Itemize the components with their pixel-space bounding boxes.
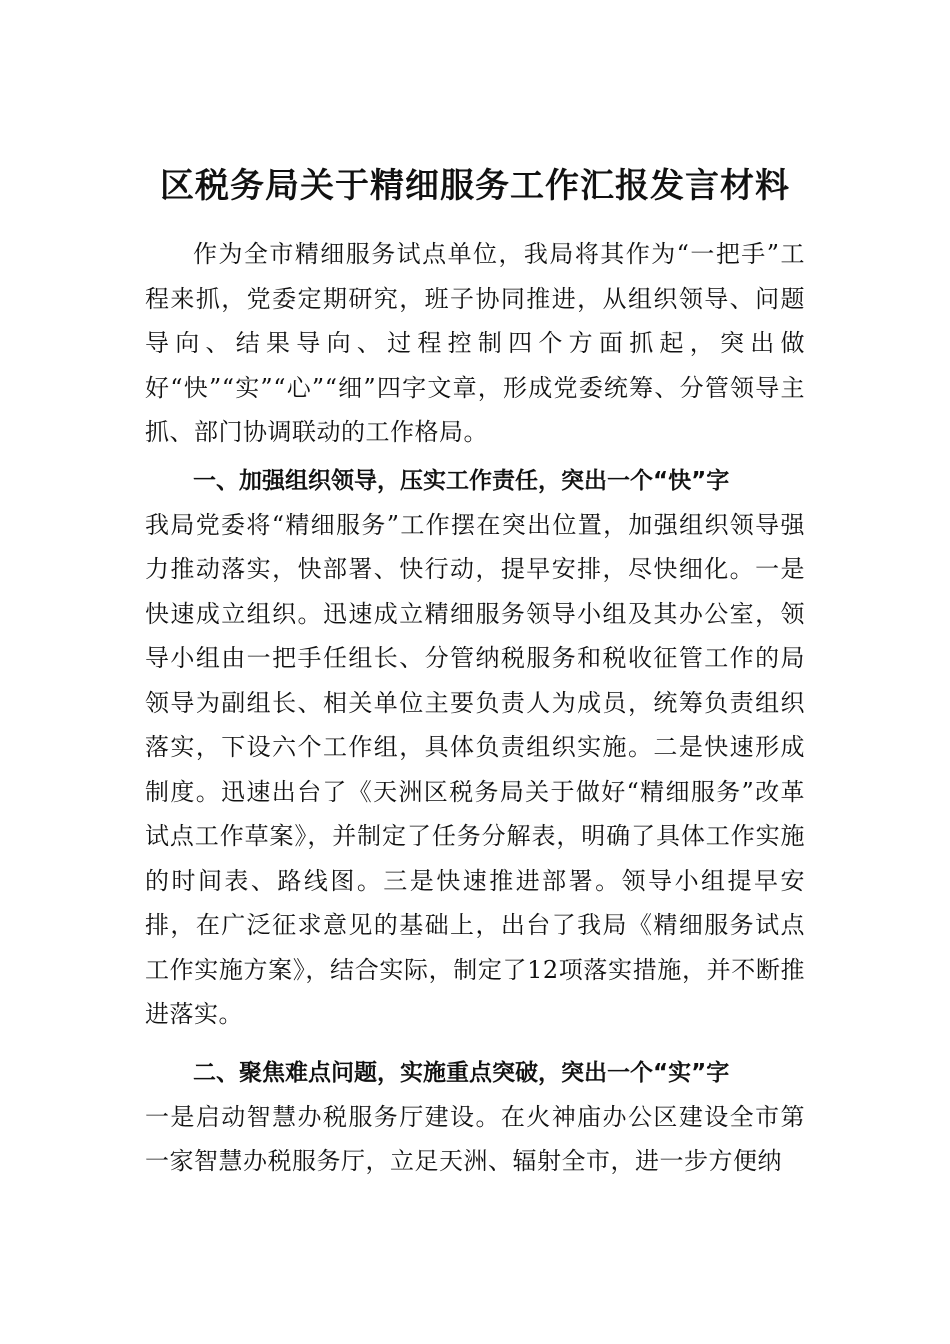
section-2-paragraph: 一是启动智慧办税服务厅建设。在火神庙办公区建设全市第一家智慧办税服务厅，立足天洲、辐射全市，进一步方便纳 [145,1102,805,1175]
document-body [145,232,805,1184]
section-1-paragraph: 我局党委将“精细服务”工作摆在突出位置，加强组织领导强力推动落实，快部署、快行动，提早安排，尽快细化。一是快速成立组织。迅速成立精细服务领导小组及其办公室，领导小组由一把手任组长、分管纳税服务和税收征管工作的局领导为副组长、相关单位主要负责人为成员，统筹负责组织落实，下设六个工作组，具体负责组织实施。二是快速形成制度。迅速出台了《天洲区税务局关于做好“精细服务”改革试点工作草案》，并制定了任务分解表，明确了具体工作实施的时间表、路线图。三是快速推进部署。领导小组提早安排，在广泛征求意见的基础上，出台了我局《精细服务试点工作实施方案》，结合实际，制定了12项落实措施，并不断推进落实。 [145,510,805,1028]
section-2-heading: 二、聚焦难点问题，实施重点突破，突出一个“实”字 [193,1059,730,1086]
intro-paragraph: 作为全市精细服务试点单位，我局将其作为“一把手”工程来抓，党委定期研究，班子协同推进，从组织领导、问题导向、结果导向、过程控制四个方面抓起，突出做好“快”“实”“心”“细”四字文章，形成党委统筹、分管领导主抓、部门协调联动的工作格局。 [145,240,805,446]
section-1-heading: 一、加强组织领导，压实工作责任，突出一个“快”字 [193,467,730,494]
document-title: 区税务局关于精细服务工作汇报发言材料 [160,166,790,206]
